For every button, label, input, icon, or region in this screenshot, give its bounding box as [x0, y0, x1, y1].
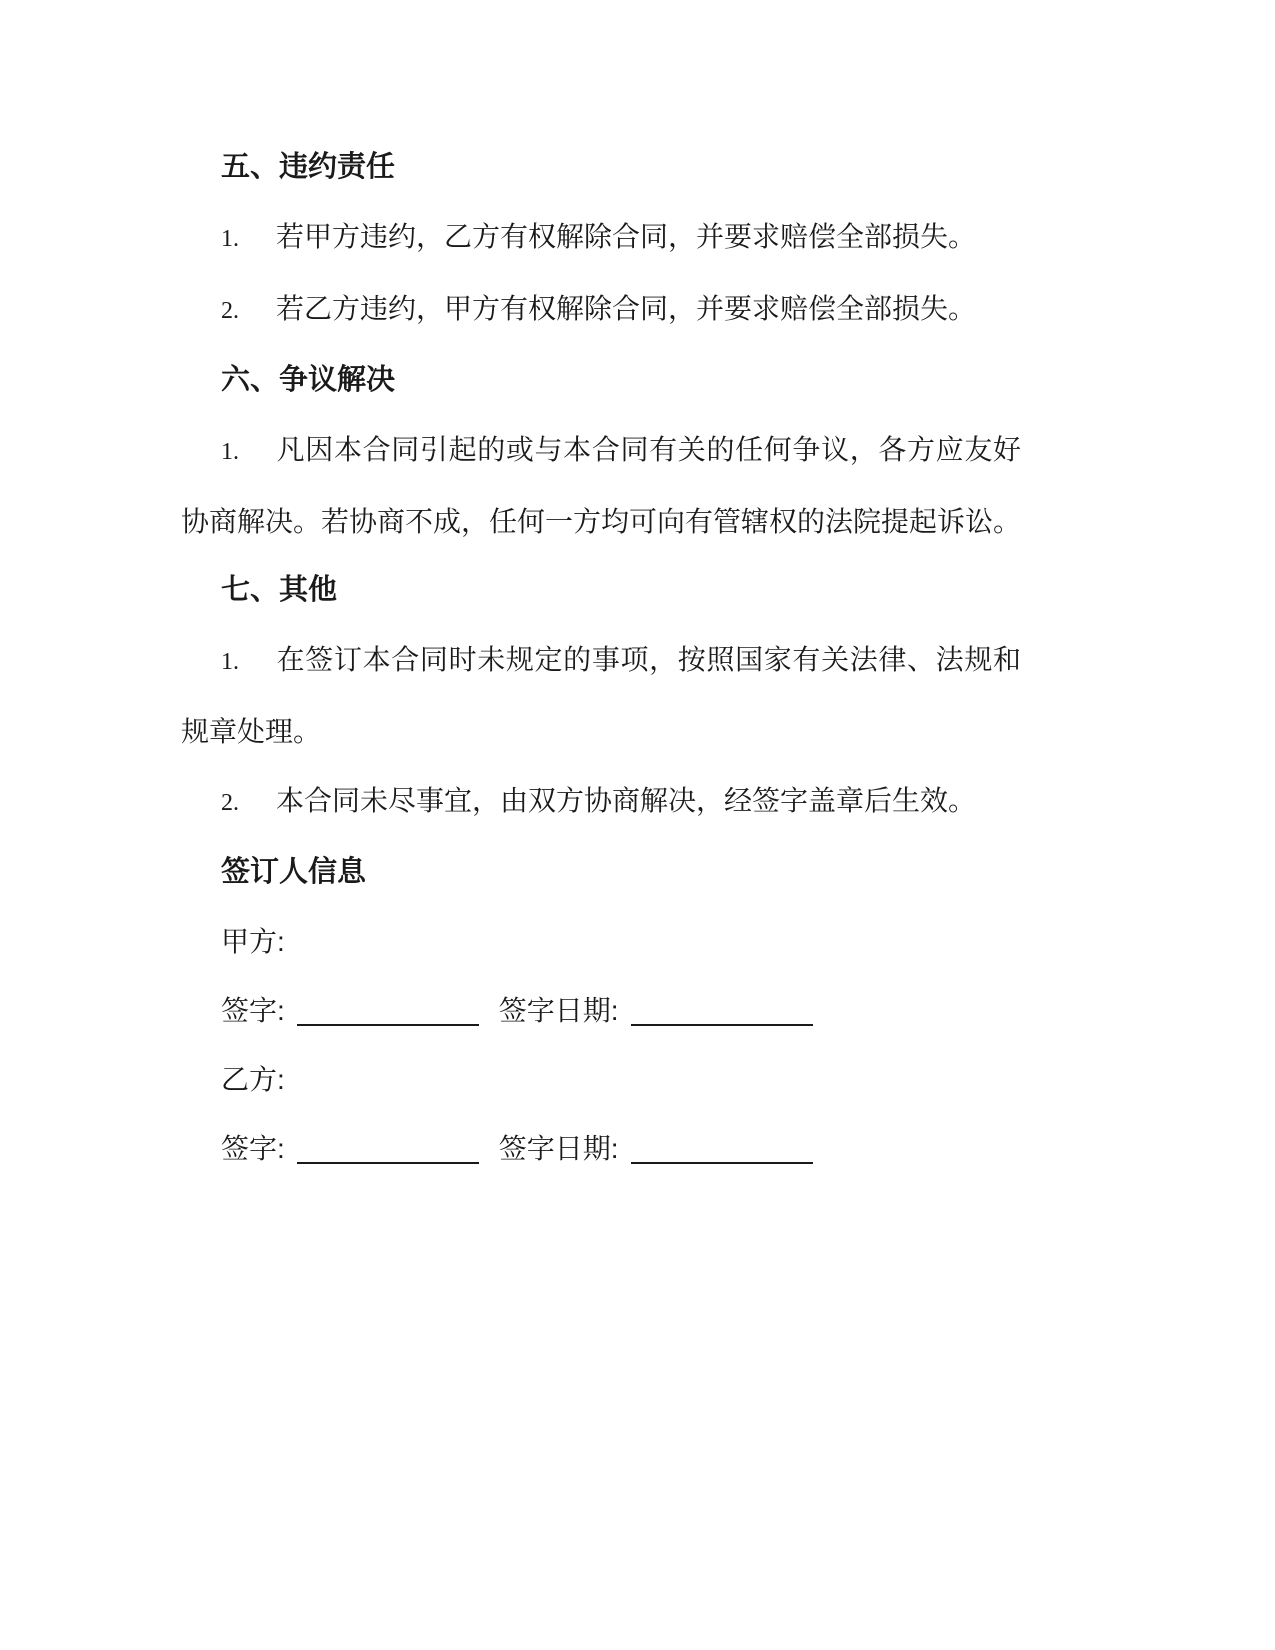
party-a-label: 甲方:: [221, 926, 285, 957]
signature-date-label: 签字日期:: [498, 995, 619, 1026]
party-b-signature-line: [297, 1132, 479, 1164]
list-item-text: 在签订本合同时未规定的事项，按照国家有关法律、法规和规章处理。: [181, 644, 1021, 747]
list-item-number: 2.: [221, 790, 239, 816]
contract-body: [181, 133, 1021, 1183]
list-item-text: 若乙方违约，甲方有权解除合同，并要求赔偿全部损失。: [276, 293, 977, 324]
list-item-number: 1.: [221, 226, 239, 252]
signature-date-label: 签字日期:: [498, 1133, 619, 1164]
list-item: [181, 202, 1021, 274]
section-heading-breach: 五、违约责任: [221, 151, 396, 183]
list-item-text: 若甲方违约，乙方有权解除合同，并要求赔偿全部损失。: [276, 221, 977, 252]
list-item: [181, 274, 1021, 346]
list-item: [181, 625, 1021, 766]
list-item-number: 1.: [221, 649, 239, 675]
party-a-signature-line: [297, 994, 479, 1026]
party-a-signature-row: [181, 976, 1021, 1045]
signature-label: 签字:: [221, 1133, 285, 1164]
list-item: [181, 415, 1021, 556]
party-b-label: 乙方:: [221, 1064, 285, 1095]
section-signatories: [181, 838, 1021, 1183]
party-b-signature-row: [181, 1114, 1021, 1183]
section-breach-liability: [181, 133, 1021, 346]
party-b-signature-date-line: [631, 1132, 813, 1164]
section-dispute-resolution: [181, 346, 1021, 556]
signature-label: 签字:: [221, 995, 285, 1026]
list-item-number: 1.: [221, 439, 239, 465]
list-item-text: 凡因本合同引起的或与本合同有关的任何争议，各方应友好协商解决。若协商不成，任何一方均可向有管辖权的法院提起诉讼。: [181, 434, 1022, 537]
section-other: [181, 556, 1021, 838]
section-heading-signatories: 签订人信息: [221, 856, 367, 888]
list-item-text: 本合同未尽事宜，由双方协商解决，经签字盖章后生效。: [276, 785, 977, 816]
party-a-signature-date-line: [631, 994, 813, 1026]
list-item-number: 2.: [221, 298, 239, 324]
section-heading-dispute: 六、争议解决: [221, 364, 396, 396]
section-heading-other: 七、其他: [221, 574, 338, 606]
list-item: [181, 766, 1021, 838]
